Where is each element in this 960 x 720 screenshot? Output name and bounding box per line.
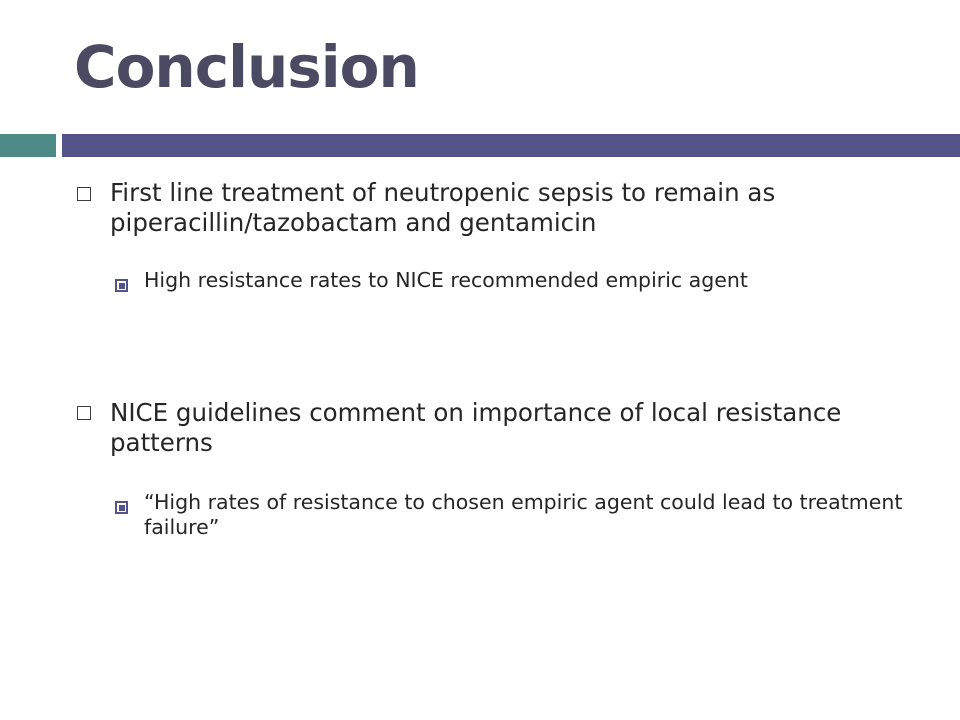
filled-square-bullet-icon xyxy=(115,501,128,514)
bullet-item: NICE guidelines comment on importance of local resistance patterns xyxy=(110,398,842,458)
bullet-item: First line treatment of neutropenic sepsis to remain as piperacillin/tazobactam and gentamicin xyxy=(110,178,776,238)
sub-bullet-item: “High rates of resistance to chosen empiric agent could lead to treatment failure” xyxy=(144,490,903,540)
filled-square-bullet-icon xyxy=(115,279,128,292)
hollow-square-bullet-icon xyxy=(77,406,91,420)
sub-bullet-item: High resistance rates to NICE recommended empiric agent xyxy=(144,268,748,292)
hollow-square-bullet-icon xyxy=(77,187,91,201)
slide-title: Conclusion xyxy=(74,33,419,101)
